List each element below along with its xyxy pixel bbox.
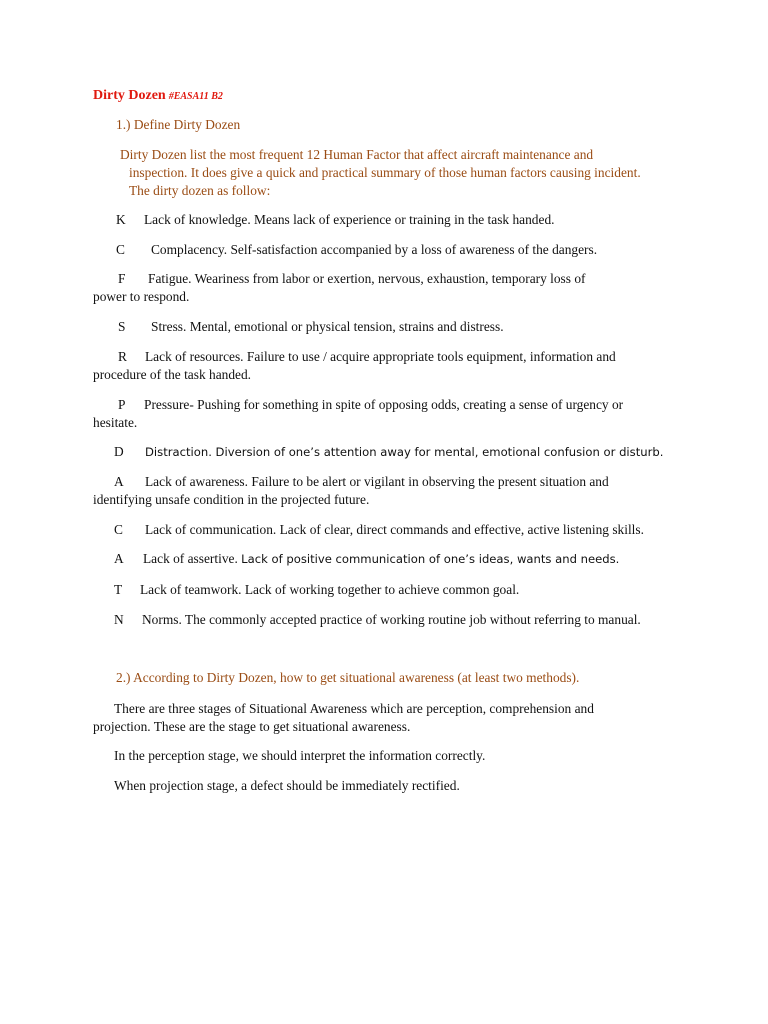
item-text: Lack of communication. Lack of clear, direct commands and effective, active listening skills.	[145, 522, 644, 537]
item-text: Complacency. Self-satisfaction accompanied by a loss of awareness of the dangers.	[151, 242, 598, 257]
intro-line: The dirty dozen as follow:	[129, 183, 271, 198]
title-main: Dirty Dozen	[93, 88, 166, 103]
item-text: Norms. The commonly accepted practice of working routine job without referring to manual.	[142, 612, 641, 627]
intro-line: inspection. It does give a quick and practical summary of those human factors causing incident.	[129, 165, 641, 180]
item-letter: N	[114, 612, 124, 627]
dozen-item-stress	[93, 318, 693, 336]
answer-line: There are three stages of Situational Awareness which are perception, comprehension and	[114, 701, 594, 716]
item-text-continuation: procedure of the task handed.	[93, 367, 252, 382]
item-text: Lack of resources. Failure to use / acquire appropriate tools equipment, information and	[145, 349, 616, 364]
dozen-item-knowledge	[93, 211, 693, 229]
item-letter: P	[118, 397, 126, 412]
answer-line: projection. These are the stage to get situational awareness.	[93, 719, 411, 734]
answer-line: When projection stage, a defect should be immediately rectified.	[114, 778, 460, 793]
dozen-item-awareness	[93, 473, 693, 509]
dozen-item-complacency	[93, 241, 693, 259]
item-letter: K	[116, 212, 126, 227]
item-letter: F	[118, 271, 126, 286]
item-letter: S	[118, 319, 126, 334]
dozen-item-communication	[93, 521, 693, 539]
question-1-heading: 1.) Define Dirty Dozen	[116, 117, 241, 132]
item-text: Lack of awareness. Failure to be alert or vigilant in observing the present situation and	[145, 474, 609, 489]
dozen-item-distraction	[93, 443, 693, 461]
dozen-item-teamwork	[93, 581, 693, 599]
item-text: Lack of teamwork. Lack of working together to achieve common goal.	[140, 582, 520, 597]
item-letter: R	[118, 349, 127, 364]
question-2-heading: 2.) According to Dirty Dozen, how to get situational awareness (at least two methods).	[116, 670, 580, 685]
item-text: Distraction. Diversion of one’s attention away for mental, emotional confusion or disturb.	[145, 445, 664, 459]
intro-line: Dirty Dozen list the most frequent 12 Human Factor that affect aircraft maintenance and	[120, 147, 594, 162]
question-1-intro	[120, 146, 641, 200]
item-text: Fatigue. Weariness from labor or exertion, nervous, exhaustion, temporary loss of	[148, 271, 586, 286]
dozen-item-fatigue	[93, 270, 693, 306]
answer-paragraph	[93, 700, 693, 736]
dozen-item-pressure	[93, 396, 693, 432]
item-text-continuation: power to respond.	[93, 289, 190, 304]
item-text-secondary: Lack of positive communication of one’s ideas, wants and needs.	[241, 552, 620, 566]
document-title	[93, 87, 223, 104]
item-text: Lack of knowledge. Means lack of experience or training in the task handed.	[144, 212, 555, 227]
answer-line: In the perception stage, we should interpret the information correctly.	[114, 748, 486, 763]
item-text: Lack of assertive.	[143, 551, 238, 566]
item-letter: A	[114, 551, 124, 566]
item-letter: D	[114, 444, 124, 459]
item-text: Stress. Mental, emotional or physical tension, strains and distress.	[151, 319, 504, 334]
item-text: Pressure- Pushing for something in spite of opposing odds, creating a sense of urgency or	[144, 397, 624, 412]
item-text-continuation: identifying unsafe condition in the projected future.	[93, 492, 370, 507]
dozen-item-assertive	[93, 550, 693, 568]
dozen-item-resources	[93, 348, 693, 384]
item-letter: C	[114, 522, 123, 537]
dozen-item-norms	[93, 611, 693, 629]
item-letter: A	[114, 474, 124, 489]
item-text-continuation: hesitate.	[93, 415, 138, 430]
title-tag: #EASA11 B2	[168, 91, 223, 102]
item-letter: C	[116, 242, 125, 257]
item-letter: T	[114, 582, 123, 597]
